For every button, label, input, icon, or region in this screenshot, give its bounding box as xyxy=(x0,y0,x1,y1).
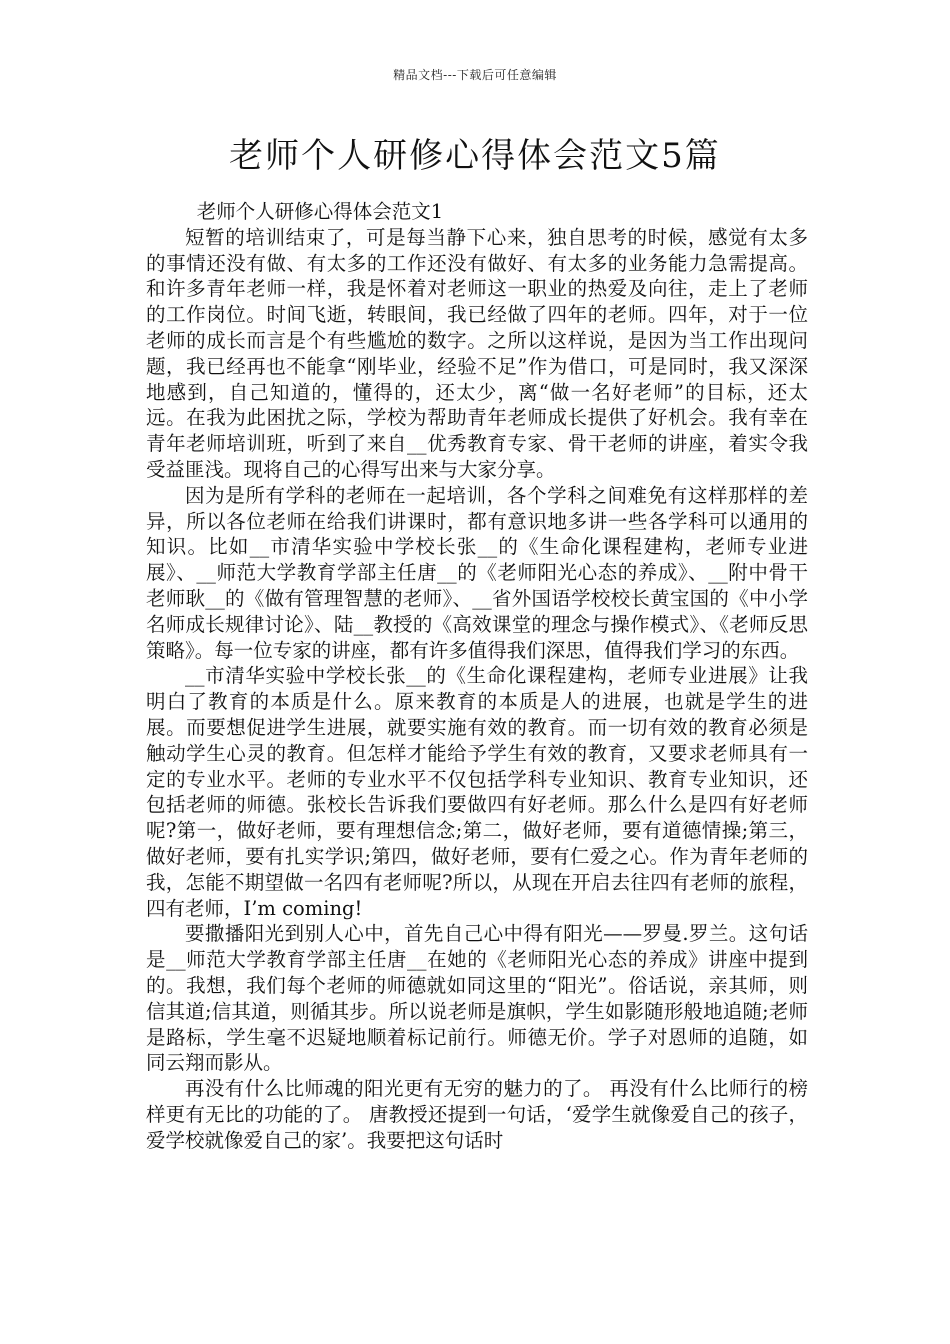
document-body xyxy=(146,199,808,1153)
paragraph-4: 要撒播阳光到别人心中，首先自己心中得有阳光——罗曼.罗兰。这句话是__师范大学教育学部主任唐__在她的《老师阳光心态的养成》讲座中提到的。我想，我们每个老师的师德就如同这里的“阳光”。俗话说，亲其师，则信其道;信其道，则循其步。所以说老师是旗帜，学生如影随形般地追随;老师是路标，学生毫不迟疑地顺着标记前行。师德无价。学子对恩师的追随，如同云翔而影从。 xyxy=(146,922,808,1075)
section-heading: 老师个人研修心得体会范文1 xyxy=(196,200,444,223)
header-note: 精品文档---下载后可任意编辑 xyxy=(393,68,557,82)
paragraph-5: 再没有什么比师魂的阳光更有无穷的魅力的了。 再没有什么比师行的榜样更有无比的功能的了。 唐教授还提到一句话，‘爱学生就像爱自己的孩子，爱学校就像爱自己的家’。我要把这句话时 xyxy=(146,1077,808,1152)
document-title: 老师个人研修心得体会范文5篇 xyxy=(229,136,721,176)
paragraph-1: 短暂的培训结束了，可是每当静下心来，独自思考的时候，感觉有太多的事情还没有做、有太多的工作还没有做好、有太多的业务能力急需提高。 和许多青年老师一样，我是怀着对老师这一职业的热爱及向往，走上了老师的工作岗位。时间飞逝，转眼间，我已经做了四年的老师。四年，对于一位老师的成长而言是个有些尴尬的数字。之所以这样说，是因为当工作出现问题，我已经再也不能拿“刚毕业，经验不足”作为借口，可是同时，我又深深地感到，自己知道的，懂得的，还太少，离“做一名好老师”的目标，还太远。在我为此困扰之际，学校为帮助青年老师成长提供了好机会。我有幸在青年老师培训班，听到了来自__优秀教育专家、骨干老师的讲座，着实令我受益匪浅。现将自己的心得写出来与大家分享。 xyxy=(146,225,808,481)
paragraph-3: __市清华实验中学校长张__的《生命化课程建构，老师专业进展》让我明白了教育的本质是什么。原来教育的本质是人的进展，也就是学生的进展。而要想促进学生进展，就要实施有效的教育。而一切有效的教育必须是触动学生心灵的教育。但怎样才能给予学生有效的教育，又要求老师具有一定的专业水平。老师的专业水平不仅包括学科专业知识、教育专业知识，还包括老师的师德。张校长告诉我们要做四有好老师。那么什么是四有好老师呢?第一，做好老师，要有理想信念;第二，做好老师，要有道德情操;第三，做好老师，要有扎实学识;第四，做好老师，要有仁爱之心。作为青年老师的我，怎能不期望做一名四有老师呢?所以，从现在开启去往四有老师的旅程，四有老师，I’m coming! xyxy=(146,664,808,920)
paragraph-2: 因为是所有学科的老师在一起培训，各个学科之间难免有这样那样的差异，所以各位老师在给我们讲课时，都有意识地多讲一些各学科可以通用的知识。比如__市清华实验中学校长张__的《生命化课程建构，老师专业进展》、__师范大学教育学部主任唐__的《老师阳光心态的养成》、__附中骨干老师耿__的《做有管理智慧的老师》、__省外国语学校校长黄宝国的《中小学名师成长规律讨论》、陆__教授的《高效课堂的理念与操作模式》、《老师反思策略》。每一位专家的讲座，都有许多值得我们深思，值得我们学习的东西。 xyxy=(146,483,808,662)
